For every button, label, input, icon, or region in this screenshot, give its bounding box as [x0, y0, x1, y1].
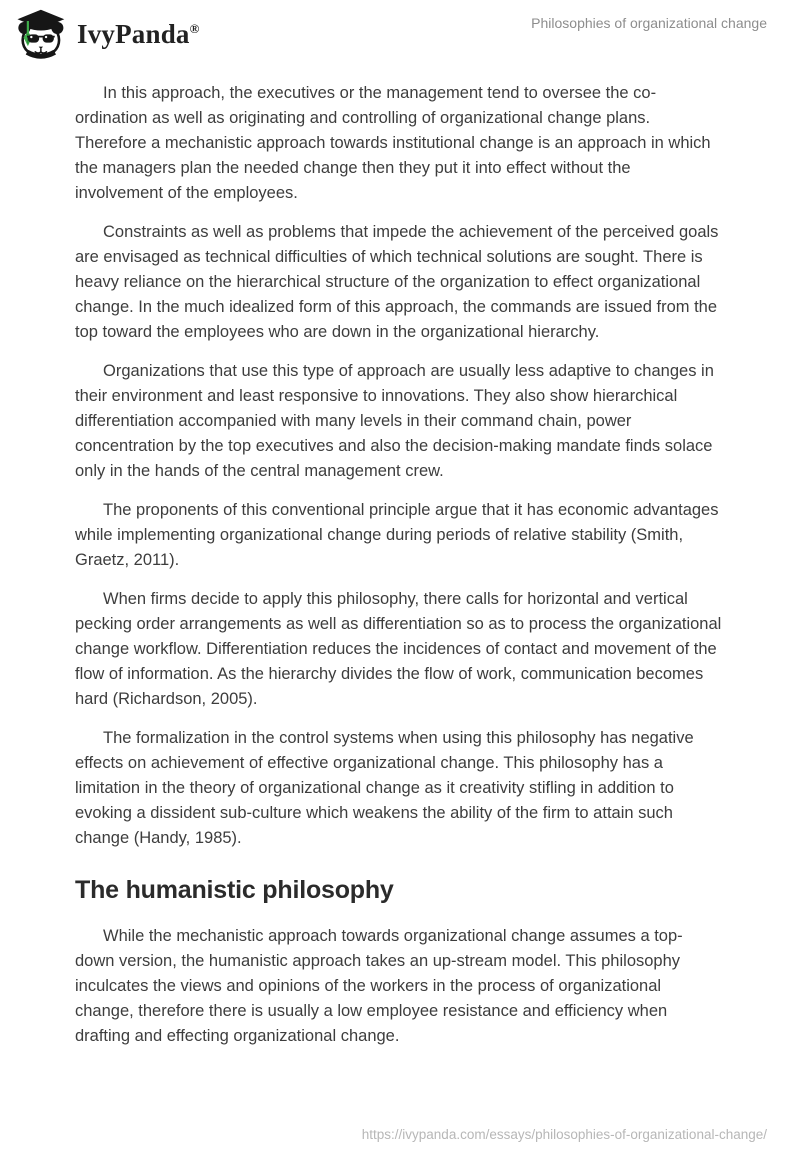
essay-paragraph: The proponents of this conventional principle argue that it has economic advantages while implementing organizational change during periods of relative stability (Smith, Graetz, 2011). — [75, 501, 719, 569]
footer-source-url[interactable]: https://ivypanda.com/essays/philosophies-of-organizational-change/ — [361, 1127, 767, 1142]
registered-trademark-symbol: ® — [189, 20, 200, 36]
essay-paragraph: Constraints as well as problems that impede the achievement of the perceived goals are envisaged as technical difficulties of which technical solutions are sought. There is heavy reliance on the hierarchical structure of the organization to effect organizational change. In the much idealized form of this approach, the commands are issued from the top toward the employees who are down in the organizational hierarchy. — [75, 223, 719, 341]
brand-name — [77, 19, 200, 50]
ivypanda-brand-link[interactable] — [14, 8, 200, 60]
essay-paragraph: Organizations that use this type of approach are usually less adaptive to changes in their environment and least responsive to innovations. They also show hierarchical differentiation accompanied with many levels in their command chain, power concentration by the top executives and also the decision-making mandate finds solace only in the hands of the central management crew. — [75, 362, 714, 480]
essay-paragraph: The formalization in the control systems when using this philosophy has negative effects on achievement of effective organizational change. This philosophy has a limitation in the theory of organizational change as it creativity stifling in addition to evoking a dissident sub-culture which weakens the ability of the firm to attain such change (Handy, 1985). — [75, 729, 694, 847]
essay-paragraph: When firms decide to apply this philosophy, there calls for horizontal and vertical pecking order arrangements as well as differentiation so as to process the organizational change workflow. Differentiation reduces the incidences of contact and movement of the flow of information. As the hierarchy divides the flow of work, communication becomes hard (Richardson, 2005). — [75, 590, 722, 708]
essay-paragraph: While the mechanistic approach towards organizational change assumes a top-down version, the humanistic approach takes an up-stream model. This philosophy inculcates the views and opinions of the workers in the process of organizational change, therefore there is usually a low employee resistance and efficiency when drafting and effecting organizational change. — [75, 927, 683, 1045]
section-heading-humanistic-philosophy: The humanistic philosophy — [75, 876, 394, 904]
panda-graduate-icon — [14, 8, 66, 60]
brand-name-text: IvyPanda — [77, 18, 190, 49]
document-title: Philosophies of organizational change — [531, 15, 767, 31]
essay-paragraph: In this approach, the executives or the management tend to oversee the co-ordination as well as originating and controlling of organizational change plans. Therefore a mechanistic approach towards institutional change is an approach in which the managers plan the needed change then they put it into effect without the involvement of the employees. — [75, 84, 711, 202]
page-header — [0, 0, 800, 60]
essay-body — [75, 81, 722, 1049]
